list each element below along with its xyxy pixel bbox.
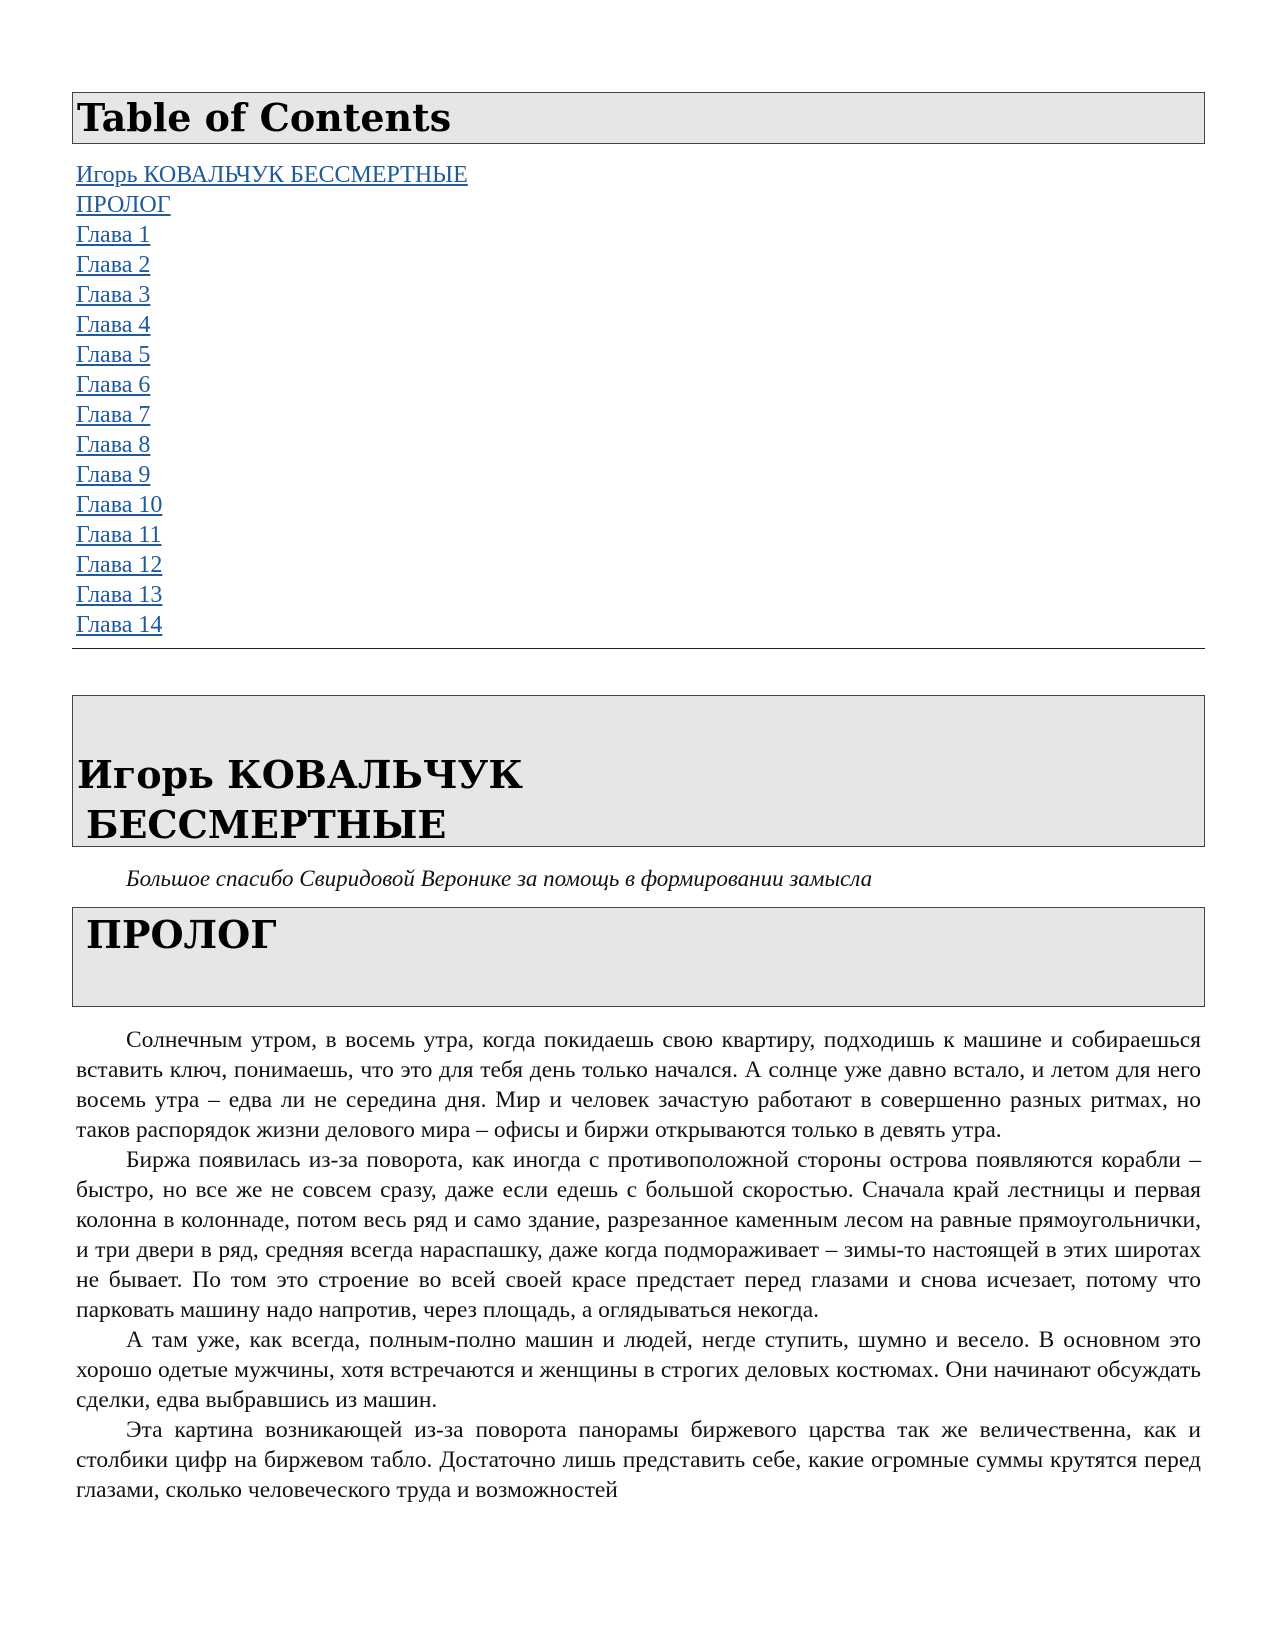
toc-link-chapter-12[interactable]: Глава 12 [76,552,163,578]
toc-link-chapter-11[interactable]: Глава 11 [76,522,162,548]
toc-link-chapter-5[interactable]: Глава 5 [76,342,151,368]
toc-link-chapter-9[interactable]: Глава 9 [76,462,151,488]
toc-heading: Table of Contents [72,92,1205,144]
dedication: Большое спасибо Свиридовой Веронике за помощь в формировании замысла [126,866,873,891]
toc-link-chapter-6[interactable]: Глава 6 [76,372,151,398]
toc-link-prologue[interactable]: ПРОЛОГ [76,192,171,218]
toc-list [72,160,1205,640]
paragraph: Биржа появилась из-за поворота, как иногда с противоположной стороны острова появляются корабли – быстро, но все же не совсем сразу, даже если едешь с большой скоростью. Сначала край лестницы и первая колонна в колоннаде, потом весь ряд и само здание, разрезанное каменным лесом на равные прямоугольнички, и три двери в ряд, средняя всегда нараспашку, даже когда подмораживает – зимы-то настоящей в этих широтах не бывает. По том это строение во всей своей красе предстает перед глазами и снова исчезает, потому что парковать машину надо напротив, через площадь, а оглядываться некогда. [76,1147,1201,1323]
toc-link-chapter-10[interactable]: Глава 10 [76,492,163,518]
section-divider [72,648,1205,649]
paragraph: Эта картина возникающей из-за поворота панорамы биржевого царства так же величественна, как и столбики цифр на биржевом табло. Достаточно лишь представить себе, какие огромные суммы крутятся перед глазами, сколько человеческого труда и возможностей [76,1417,1201,1503]
paragraph: Солнечным утром, в восемь утра, когда покидаешь свою квартиру, подходишь к машине и собираешься вставить ключ, понимаешь, что это для тебя день только начался. А солнце уже давно встало, и летом для него восемь утра – едва ли не середина дня. Мир и человек зачастую работают в совершенно разных ритмах, но таков распорядок жизни делового мира – офисы и биржи открываются только в девять утра. [76,1027,1201,1143]
toc-link-chapter-8[interactable]: Глава 8 [76,432,151,458]
toc-link-chapter-13[interactable]: Глава 13 [76,582,163,608]
book-title-heading [72,695,1205,847]
book-author: Игорь КОВАЛЬЧУК [77,752,523,797]
paragraph: А там уже, как всегда, полным-полно машин и людей, негде ступить, шумно и весело. В основном это хорошо одетые мужчины, хотя встречаются и женщины в строгих деловых костюмах. Они начинают обсуждать сделки, едва выбравшись из машин. [76,1327,1201,1413]
toc-link-title[interactable]: Игорь КОВАЛЬЧУК БЕССМЕРТНЫЕ [76,162,468,188]
toc-link-chapter-14[interactable]: Глава 14 [76,612,163,638]
book-title: БЕССМЕРТНЫЕ [86,802,447,847]
toc-link-chapter-3[interactable]: Глава 3 [76,282,151,308]
toc-link-chapter-1[interactable]: Глава 1 [76,222,151,248]
toc-link-chapter-7[interactable]: Глава 7 [76,402,151,428]
prologue-text [72,1025,1205,1505]
document-page [72,92,1205,1505]
toc-link-chapter-2[interactable]: Глава 2 [76,252,151,278]
toc-link-chapter-4[interactable]: Глава 4 [76,312,151,338]
prologue-heading: ПРОЛОГ [72,907,1205,1007]
